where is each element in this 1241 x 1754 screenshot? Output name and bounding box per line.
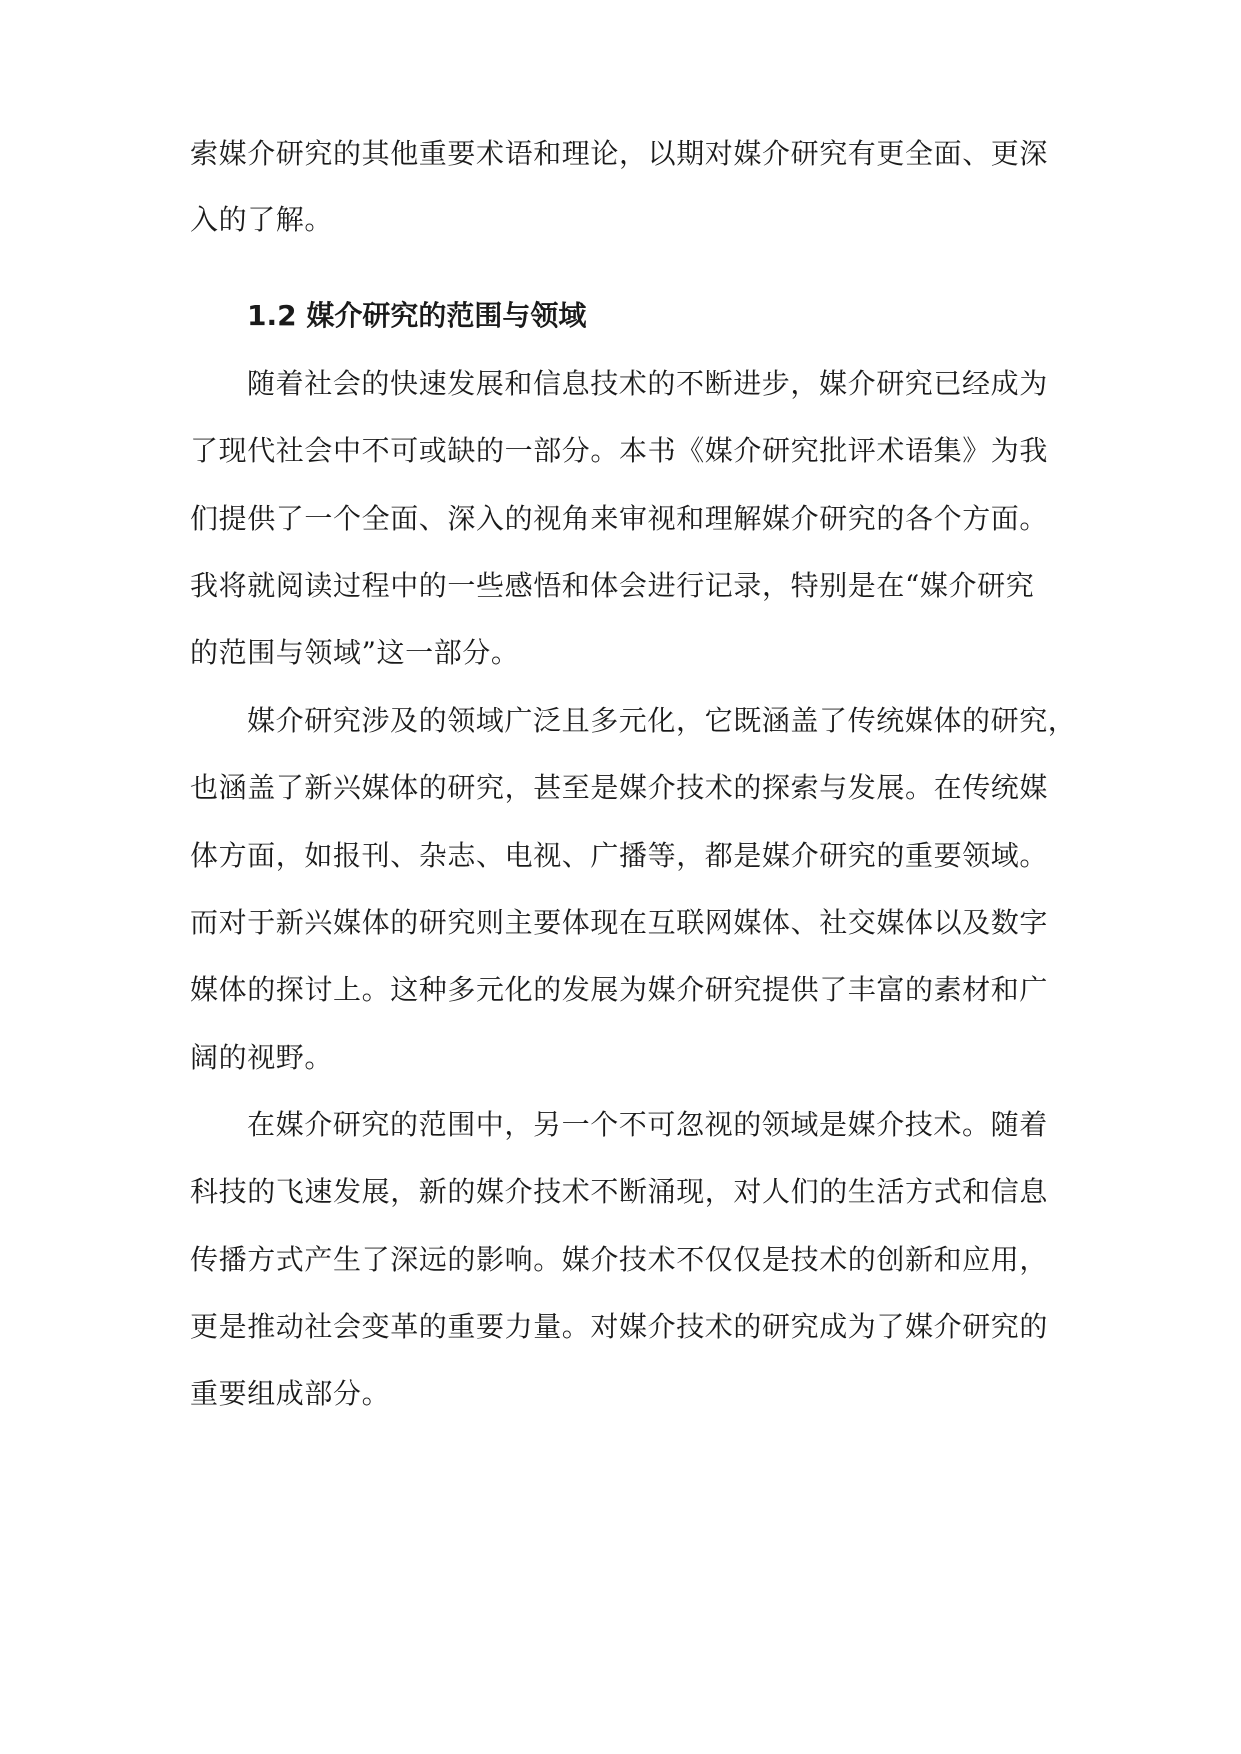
paragraph-line: 体方面，如报刊、杂志、电视、广播等，都是媒介研究的重要领域。 xyxy=(190,839,1049,872)
paragraph-line: 媒体的探讨上。这种多元化的发展为媒介研究提供了丰富的素材和广 xyxy=(190,973,1049,1006)
paragraph-line: 我将就阅读过程中的一些感悟和体会进行记录，特别是在“媒介研究 xyxy=(190,569,1035,602)
paragraph-line: 传播方式产生了深远的影响。媒介技术不仅仅是技术的创新和应用， xyxy=(190,1243,1049,1276)
paragraph-line: 重要组成部分。 xyxy=(190,1377,391,1410)
paragraph-line: 媒介研究涉及的领域广泛且多元化，它既涵盖了传统媒体的研究， xyxy=(247,704,1077,737)
paragraph-line: 的范围与领域”这一部分。 xyxy=(190,636,520,669)
section-heading: 1.2 媒介研究的范围与领域 xyxy=(247,299,587,332)
paragraph-line: 而对于新兴媒体的研究则主要体现在互联网媒体、社交媒体以及数字 xyxy=(190,906,1049,939)
paragraph-line: 更是推动社会变革的重要力量。对媒介技术的研究成为了媒介研究的 xyxy=(190,1310,1049,1343)
paragraph-line: 入的了解。 xyxy=(190,203,334,236)
paragraph-line: 在媒介研究的范围中，另一个不可忽视的领域是媒介技术。随着 xyxy=(247,1108,1048,1141)
paragraph-line: 随着社会的快速发展和信息技术的不断进步，媒介研究已经成为 xyxy=(247,367,1048,400)
paragraph-line: 索媒介研究的其他重要术语和理论，以期对媒介研究有更全面、更深 xyxy=(190,137,1049,170)
paragraph-line: 们提供了一个全面、深入的视角来审视和理解媒介研究的各个方面。 xyxy=(190,502,1049,535)
paragraph-line: 也涵盖了新兴媒体的研究，甚至是媒介技术的探索与发展。在传统媒 xyxy=(190,771,1049,804)
paragraph-line: 了现代社会中不可或缺的一部分。本书《媒介研究批评术语集》为我 xyxy=(190,434,1049,467)
paragraph-line: 科技的飞速发展，新的媒介技术不断涌现，对人们的生活方式和信息 xyxy=(190,1175,1049,1208)
paragraph-line: 阔的视野。 xyxy=(190,1041,334,1074)
